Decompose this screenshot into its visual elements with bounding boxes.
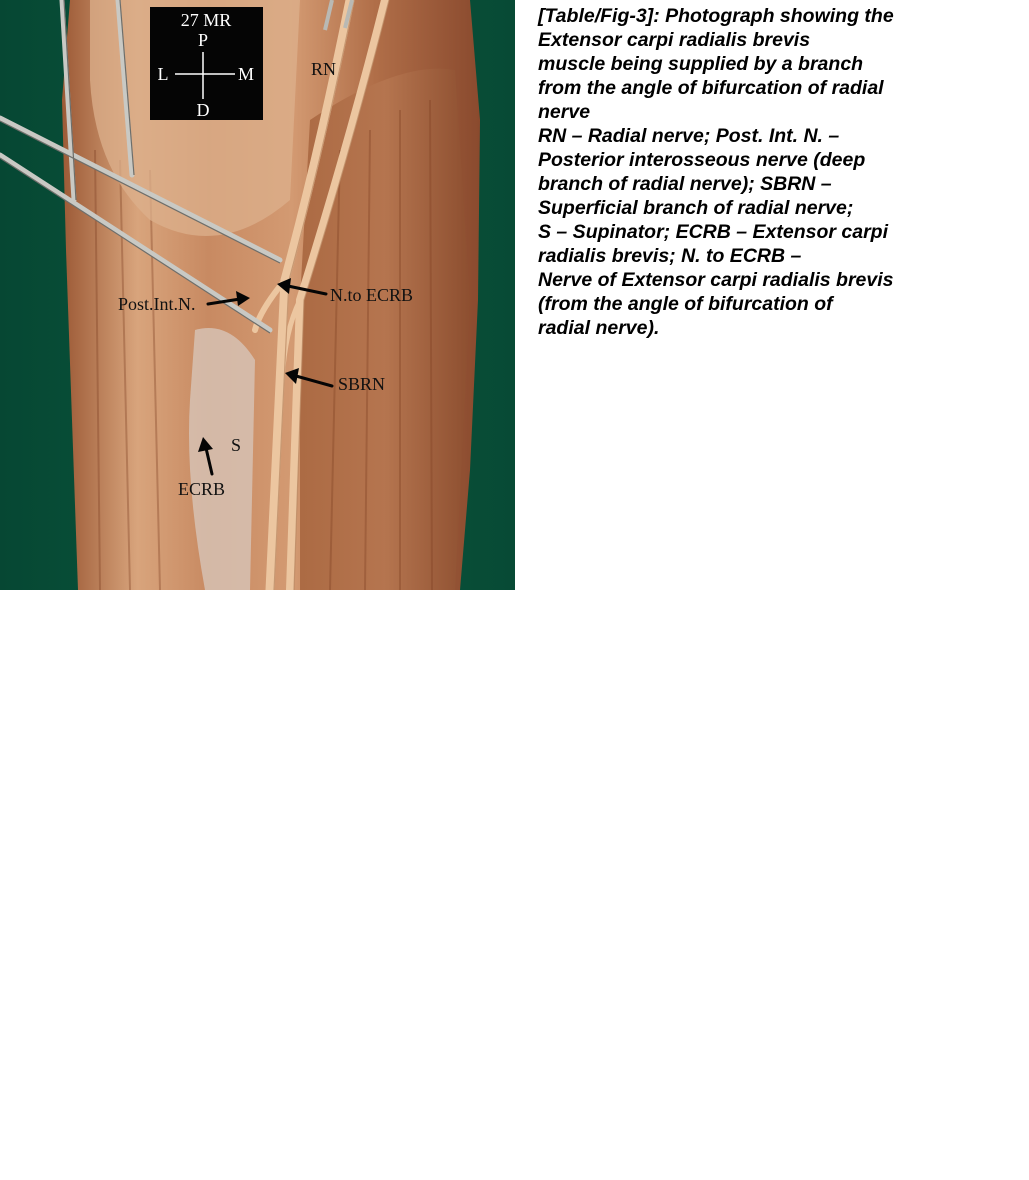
caption-line: Extensor carpi radialis brevis <box>538 29 811 51</box>
caption-line: radialis brevis; N. to ECRB – <box>538 245 802 267</box>
caption-line: Posterior interosseous nerve (deep <box>538 149 866 171</box>
caption-line: S – Supinator; ECRB – Extensor carpi <box>538 221 889 243</box>
caption-line: muscle being supplied by a branch <box>538 53 864 75</box>
caption-line: RN – Radial nerve; Post. Int. N. – <box>538 125 840 147</box>
dissection-photograph <box>0 0 515 590</box>
caption-line: from the angle of bifurcation of radial <box>538 77 884 99</box>
specimen-id-label: 27 MR <box>180 10 232 30</box>
label-rn: RN <box>311 59 337 79</box>
orientation-medial-label: M <box>237 64 255 84</box>
caption-line: branch of radial nerve); SBRN – <box>538 173 832 195</box>
orientation-distal-label: D <box>196 100 210 120</box>
orientation-lateral-label: L <box>157 64 169 84</box>
caption-line: Superficial branch of radial nerve; <box>538 197 854 219</box>
label-n-to-ecrb: N.to ECRB <box>330 285 414 305</box>
label-s: S <box>231 435 242 455</box>
caption-line: radial nerve). <box>538 317 660 339</box>
caption-line: (from the angle of bifurcation of <box>538 293 833 315</box>
figure-caption <box>538 4 1018 340</box>
caption-line: [Table/Fig-3]: Photograph showing the <box>538 5 894 27</box>
caption-line: Nerve of Extensor carpi radialis brevis <box>538 269 894 291</box>
caption-line: nerve <box>538 101 591 123</box>
label-sbrn: SBRN <box>338 374 386 394</box>
label-ecrb: ECRB <box>178 479 226 499</box>
orientation-box <box>150 7 263 120</box>
label-post-int-n: Post.Int.N. <box>118 294 196 314</box>
orientation-proximal-label: P <box>197 30 209 50</box>
